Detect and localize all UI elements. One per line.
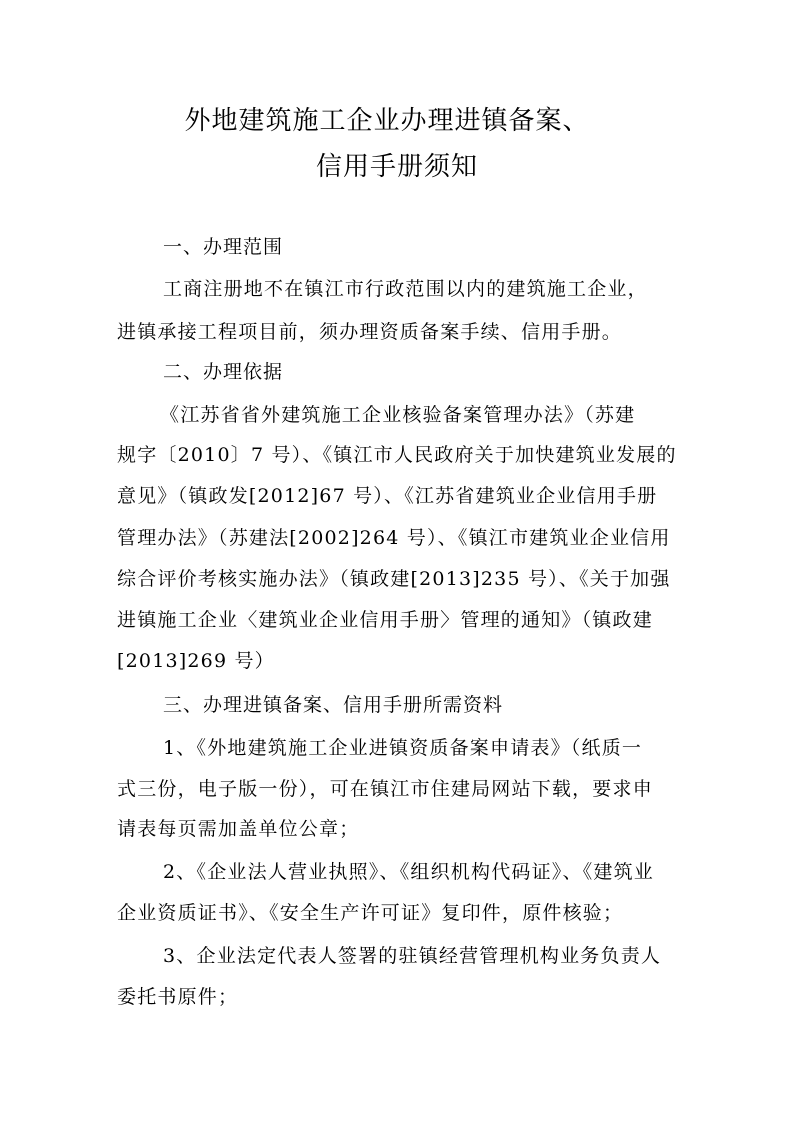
section-2-line-5: 综合评价考核实施办法》（镇政建[2013]235 号）、《关于加强 bbox=[117, 568, 671, 590]
section-2-line-3: 意见》（镇政发[2012]67 号）、《江苏省建筑业企业信用手册 bbox=[117, 485, 658, 507]
section-1-heading: 一、办理范围 bbox=[163, 236, 284, 258]
section-1-line-2: 进镇承接工程项目前，须办理资质备案手续、信用手册。 bbox=[117, 321, 623, 343]
section-2-line-7: [2013]269 号） bbox=[117, 650, 275, 672]
document-title-line-2: 信用手册须知 bbox=[315, 152, 478, 182]
section-2-heading: 二、办理依据 bbox=[163, 361, 284, 383]
section-3-line-3: 请表每页需加盖单位公章； bbox=[117, 818, 360, 840]
section-1-line-1: 工商注册地不在镇江市行政范围以内的建筑施工企业， bbox=[163, 278, 648, 300]
section-3-line-4: 2、《企业法人营业执照》、《组织机构代码证》、《建筑业 bbox=[163, 861, 654, 883]
section-2-line-4: 管理办法》（苏建法[2002]264 号）、《镇江市建筑业企业信用 bbox=[117, 527, 671, 549]
section-2-line-1: 《江苏省省外建筑施工企业核验备案管理办法》（苏建 bbox=[160, 404, 636, 426]
section-3-line-1: 1、《外地建筑施工企业进镇资质备案申请表》（纸质一 bbox=[163, 737, 643, 759]
section-3-line-6: 3、企业法定代表人签署的驻镇经营管理机构业务负责人 bbox=[163, 945, 662, 967]
section-3-line-7: 委托书原件； bbox=[117, 986, 239, 1008]
section-2-line-6: 进镇施工企业〈建筑业企业信用手册〉管理的通知》（镇政建 bbox=[117, 609, 653, 631]
document-title-line-1: 外地建筑施工企业办理进镇备案、 bbox=[184, 106, 590, 136]
section-2-line-2: 规字〔2010〕7 号）、《镇江市人民政府关于加快建筑业发展的 bbox=[117, 444, 677, 466]
section-3-line-5: 企业资质证书》、《安全生产许可证》复印件，原件核验； bbox=[117, 902, 624, 924]
section-3-line-2: 式三份，电子版一份），可在镇江市住建局网站下载，要求申 bbox=[117, 778, 653, 800]
section-3-heading: 三、办理进镇备案、信用手册所需资料 bbox=[163, 694, 504, 716]
